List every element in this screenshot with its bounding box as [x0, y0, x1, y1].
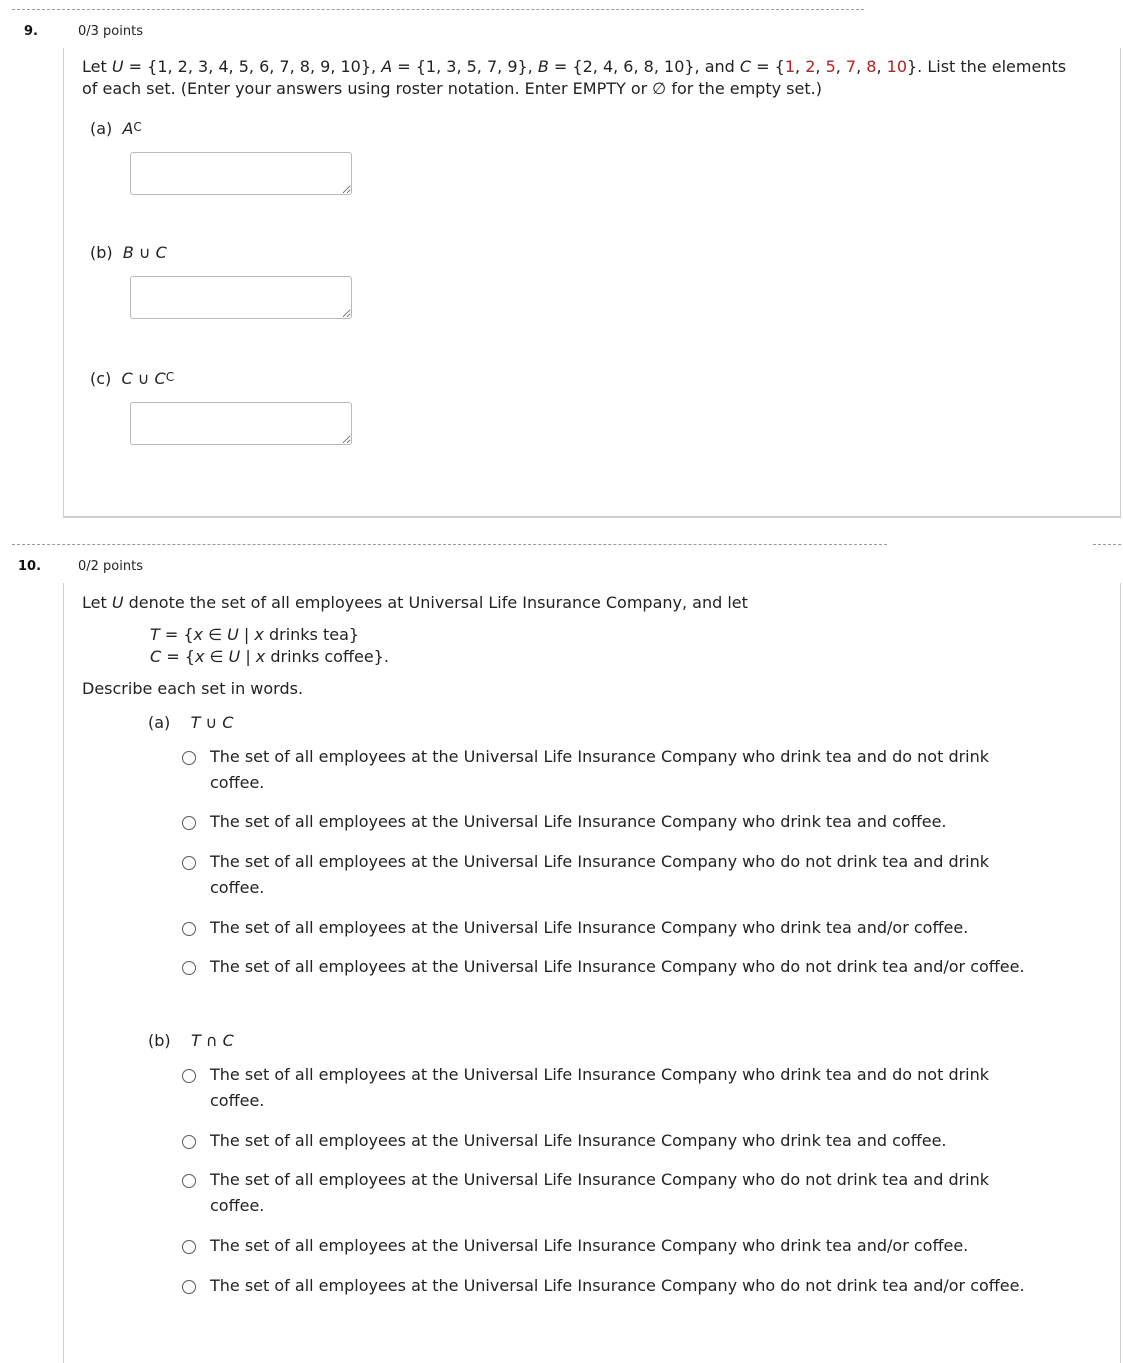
option-a-2-label[interactable]: The set of all employees at the Universal Life Insurance Company who drink tea and coffee.: [210, 812, 947, 831]
option-a-4-label[interactable]: The set of all employees at the Universal Life Insurance Company who drink tea and/or coffee.: [210, 918, 969, 937]
q9-top-divider: [12, 9, 864, 10]
q9-points: 0/3 points: [78, 24, 143, 39]
q9-answer-c[interactable]: [130, 402, 352, 445]
radio-a-option-3[interactable]: [182, 856, 196, 870]
q9-prompt-line2: of each set. (Enter your answers using roster notation. Enter EMPTY or ∅ for the empty set.): [82, 79, 822, 98]
var-c: C: [739, 57, 752, 76]
q10-part-b-expr: T ∩ C: [190, 1031, 234, 1050]
c-element: 10: [886, 57, 907, 76]
radio-a-option-1[interactable]: [182, 751, 196, 765]
q9-part-c-label: (c) C ∪ $C^C$: [90, 369, 175, 388]
q9-part-a-expr: A: [122, 119, 134, 138]
c-element: 7: [845, 57, 857, 76]
var-u: U: [111, 57, 124, 76]
q10-part-a-label: (a) T ∪ C: [148, 713, 234, 732]
q9-prompt-line1: Let U = {1, 2, 3, 4, 5, 6, 7, 8, 9, 10}, A = {1, 3, 5, 7, 9}, B = {2, 4, 6, 8, 10}, and C = {1, 2, 5, 7, 8, 10}. List the elements: [82, 57, 1067, 76]
q9-number: 9.: [24, 24, 38, 39]
radio-a-option-5[interactable]: [182, 961, 196, 975]
q9-part-b-expr: B ∪ C: [122, 243, 167, 262]
q10-top-divider-right: [1093, 544, 1121, 545]
radio-b-option-5[interactable]: [182, 1280, 196, 1294]
option-a-1-label[interactable]: The set of all employees at the Universal Life Insurance Company who drink tea and do not drink coffee.: [210, 747, 990, 792]
q10-intro: Let U denote the set of all employees at Universal Life Insurance Company, and let: [82, 593, 748, 612]
radio-b-option-4[interactable]: [182, 1240, 196, 1254]
option-a-5-label[interactable]: The set of all employees at the Universal Life Insurance Company who do not drink tea and/or coffee.: [210, 957, 1025, 976]
var-b: B: [537, 57, 549, 76]
radio-a-option-4[interactable]: [182, 922, 196, 936]
option-b-1-label[interactable]: The set of all employees at the Universal Life Insurance Company who drink tea and do not drink coffee.: [210, 1065, 990, 1110]
q9-answer-a[interactable]: [130, 152, 352, 195]
radio-b-option-3[interactable]: [182, 1174, 196, 1188]
c-element: 2: [805, 57, 816, 76]
radio-b-option-2[interactable]: [182, 1135, 196, 1149]
option-b-2-label[interactable]: The set of all employees at the Universal Life Insurance Company who drink tea and coffee.: [210, 1131, 947, 1150]
q10-def-c: C = {x ∈ U | x drinks coffee}.: [150, 647, 389, 666]
option-b-3-label[interactable]: The set of all employees at the Universal Life Insurance Company who do not drink tea and drink coffee.: [210, 1170, 990, 1215]
c-element: 8: [866, 57, 877, 76]
radio-a-option-2[interactable]: [182, 816, 196, 830]
q10-top-divider: [12, 544, 887, 545]
q9-part-c-expr: C ∪ C: [121, 369, 166, 388]
q10-part-b-label: (b) T ∩ C: [148, 1031, 234, 1050]
option-b-5-label[interactable]: The set of all employees at the Universal Life Insurance Company who do not drink tea and/or coffee.: [210, 1276, 1025, 1295]
q9-part-a-label: (a) $A^C$: [90, 119, 142, 138]
c-element: 5: [825, 57, 836, 76]
q10-def-t: T = {x ∈ U | x drinks tea}: [150, 625, 360, 644]
q9-answer-b[interactable]: [130, 276, 352, 319]
var-a: A: [381, 57, 393, 76]
q10-instruction: Describe each set in words.: [82, 679, 304, 698]
radio-b-option-1[interactable]: [182, 1069, 196, 1083]
option-b-4-label[interactable]: The set of all employees at the Universal Life Insurance Company who drink tea and/or coffee.: [210, 1236, 969, 1255]
q10-number: 10.: [18, 559, 42, 574]
q10-part-a-expr: T ∪ C: [190, 713, 234, 732]
option-a-3-label[interactable]: The set of all employees at the Universal Life Insurance Company who do not drink tea and drink coffee.: [210, 852, 990, 897]
q9-part-b-label: (b) B ∪ C: [90, 243, 167, 262]
c-element: 1: [784, 57, 796, 76]
q10-points: 0/2 points: [78, 559, 143, 574]
